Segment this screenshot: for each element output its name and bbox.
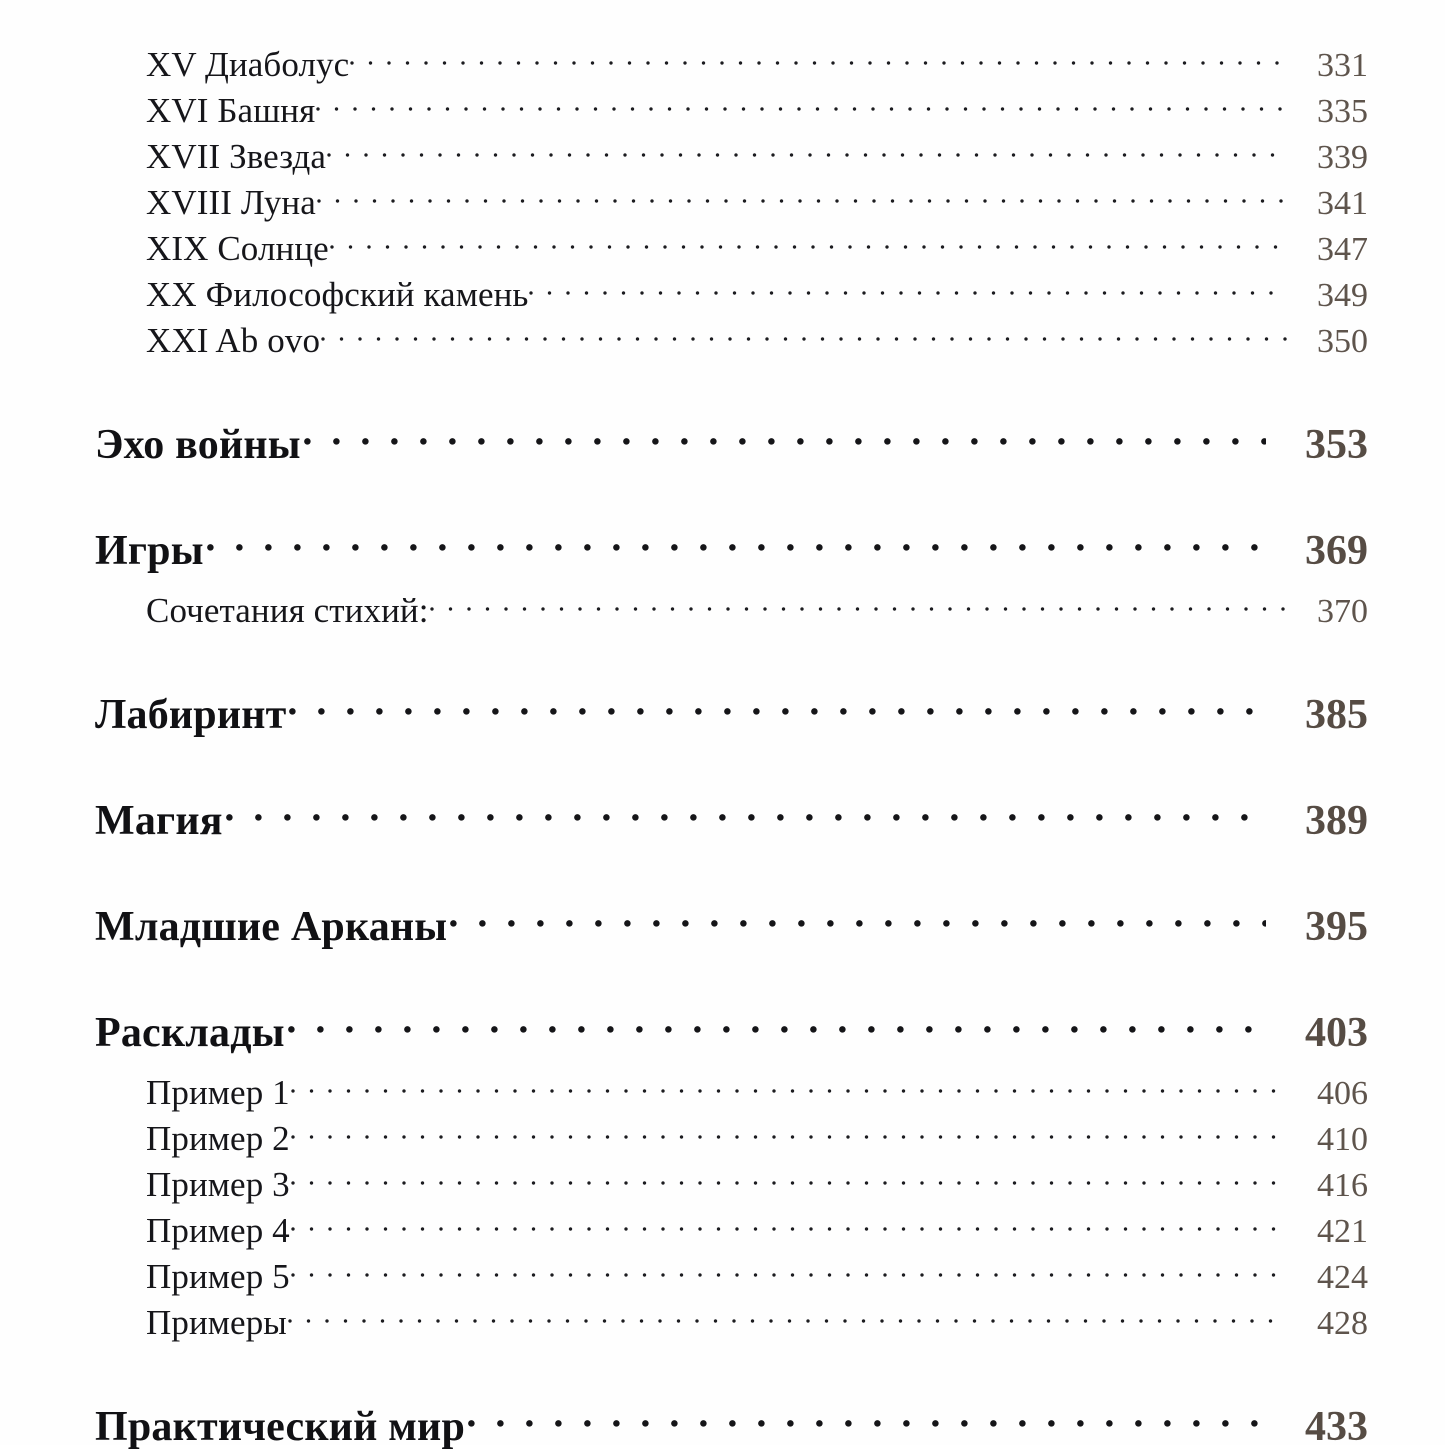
dot-leader [291,1242,1287,1288]
toc-heading-label: Расклады [95,1010,285,1056]
toc-sub-entry[interactable] [0,30,1445,84]
toc-heading[interactable] [0,882,1445,950]
heading-sub-spacer [0,564,1445,576]
toc-heading-page-number: 353 [1305,422,1368,468]
toc-heading[interactable] [0,506,1445,574]
dot-leader [430,576,1287,622]
toc-sub-entry-label: XXI Ab ovo [146,321,321,360]
toc-sub-entry-label: XVI Башня [146,91,316,130]
dot-leader [291,1196,1287,1242]
toc-sub-entry-page-number: 410 [1317,1121,1368,1158]
toc-sub-entry-label: Примеры [146,1303,287,1342]
toc-sub-entry-page-number: 428 [1317,1305,1368,1342]
toc-heading[interactable] [0,776,1445,844]
toc-sub-entry[interactable] [0,1058,1445,1112]
dot-leader [317,168,1287,214]
dot-leader [288,1288,1287,1334]
toc-sub-entry-page-number: 347 [1317,231,1368,268]
toc-sub-entry-label: Пример 3 [146,1165,290,1204]
dot-leader [304,400,1266,458]
toc-sub-entry-page-number: 331 [1317,47,1368,84]
toc-heading-page-number: 389 [1305,798,1368,844]
toc-heading[interactable] [0,400,1445,468]
toc-heading-page-number: 395 [1305,904,1368,950]
dot-leader [291,1150,1287,1196]
dot-leader [316,76,1287,122]
toc-sub-entry-label: Сочетания стихий: [146,591,429,630]
dot-leader [529,260,1287,306]
toc-heading-page-number: 433 [1305,1404,1368,1450]
dot-leader [321,306,1287,352]
toc-sub-entry-page-number: 421 [1317,1213,1368,1250]
toc-heading-page-number: 403 [1305,1010,1368,1056]
toc-sub-entry-label: XVII Звезда [146,137,327,176]
dot-leader [468,1382,1266,1440]
dot-leader [226,776,1266,834]
dot-leader [288,988,1266,1046]
toc-sub-entry-label: XVIII Луна [146,183,316,222]
toc-heading-page-number: 369 [1305,528,1368,574]
toc-heading[interactable] [0,1382,1445,1450]
dot-leader [207,506,1266,564]
toc-sub-entry-page-number: 406 [1317,1075,1368,1112]
dot-leader [450,882,1266,940]
toc-sub-entry-page-number: 349 [1317,277,1368,314]
dot-leader [291,1058,1287,1104]
top-spacer [0,0,1445,30]
toc-sub-entry-page-number: 370 [1317,593,1368,630]
dot-leader [350,30,1287,76]
toc-heading-label: Эхо войны [95,422,301,468]
toc-sub-entry[interactable] [0,576,1445,630]
toc-sub-entry-label: XIX Солнце [146,229,329,268]
toc-sub-entry-page-number: 341 [1317,185,1368,222]
toc-sub-entry-label: XV Диаболус [146,45,350,84]
toc-sub-entry-page-number: 416 [1317,1167,1368,1204]
toc-heading-page-number: 385 [1305,692,1368,738]
toc-heading[interactable] [0,670,1445,738]
toc-sub-entry-page-number: 424 [1317,1259,1368,1296]
toc-sub-entry-label: Пример 2 [146,1119,290,1158]
dot-leader [330,214,1287,260]
toc-entry-list [0,30,1445,1450]
toc-sub-entry-page-number: 350 [1317,323,1368,360]
toc-sub-entry-page-number: 335 [1317,93,1368,130]
toc-sub-entry-label: XX Философский камень [146,275,529,314]
dot-leader [289,670,1266,728]
toc-sub-entry-label: Пример 1 [146,1073,290,1112]
dot-leader [327,122,1287,168]
dot-leader [291,1104,1287,1150]
toc-sub-entry-page-number: 339 [1317,139,1368,176]
toc-heading-label: Практический мир [95,1404,466,1450]
toc-heading-label: Младшие Арканы [95,904,448,950]
toc-heading-label: Лабиринт [95,692,287,738]
toc-heading-label: Магия [95,798,223,844]
toc-sub-entry-label: Пример 5 [146,1257,290,1296]
toc-heading[interactable] [0,988,1445,1056]
toc-heading-label: Игры [95,528,204,574]
toc-sub-entry-label: Пример 4 [146,1211,290,1250]
